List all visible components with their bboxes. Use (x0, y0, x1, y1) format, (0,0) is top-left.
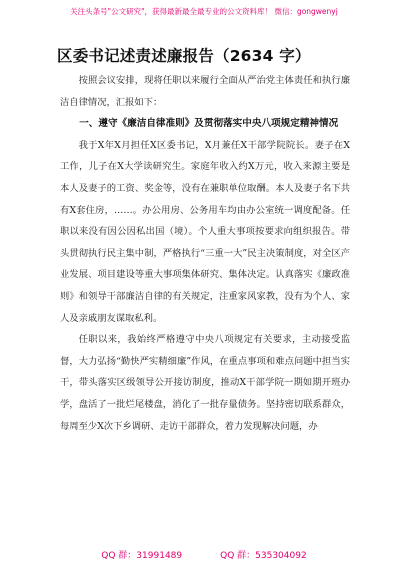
footer-contacts (0, 548, 408, 561)
paragraph-intro: 按照会议安排，现将任职以来履行全面从严治党主体责任和执行廉洁自律情况，汇报如下： (60, 75, 350, 108)
document-body (57, 44, 350, 437)
paragraph-personal-info: 我于X年X月担任X区委书记，X月兼任X干部学院院长。妻子在X工作，儿子在X大学读研究生。家庭年收入约X万元，收入来源主要是本人及妻子的工资、奖金等，没有在兼职单位取酬。本人及妻子名下共有X套住房，……。办公用房、公务用车均由办公室统一调度配备。任职以来没有因公因私出国（境）。个人重大事项按要求向组织报告。带头贯彻执行民主集中制，严格执行“三重一大”民主决策制度，对全区产业发展、项目建设等重大事项集体研究、集体决定。认真落实《廉政准则》和领导干部廉洁自律的有关规定，注重家风家教，没有为个人、家人及亲戚朋友谋取私利。 (60, 139, 350, 324)
document-title: 区委书记述责述廉报告（2634 字） (57, 47, 311, 65)
section-heading-1: 一、遵守《廉洁自律准则》及贯彻落实中央八项规定精神情况 (79, 118, 339, 130)
top-banner: 关注头条号"公文研究"，获得最新最全最专业的公文资料库！ 微信：gongwenyj (70, 7, 338, 16)
paragraph-conduct: 任职以来，我始终严格遵守中央八项规定有关要求，主动接受监督，大力弘扬“勤快严实精细廉”作风，在重点事项和难点问题中担当实干，带头落实区级领导公开接访制度，推动X干部学院一期如期开班办学，盘活了一批烂尾楼盘，消化了一批存量债务。坚持密切联系群众，每周至少X次下乡调研、走访干部群众，着力发现解决问题，办 (60, 334, 350, 432)
footer-qq-group-1: QQ 群：31991489 (101, 551, 183, 561)
footer-qq-group-2: QQ 群：535304092 (220, 551, 307, 561)
